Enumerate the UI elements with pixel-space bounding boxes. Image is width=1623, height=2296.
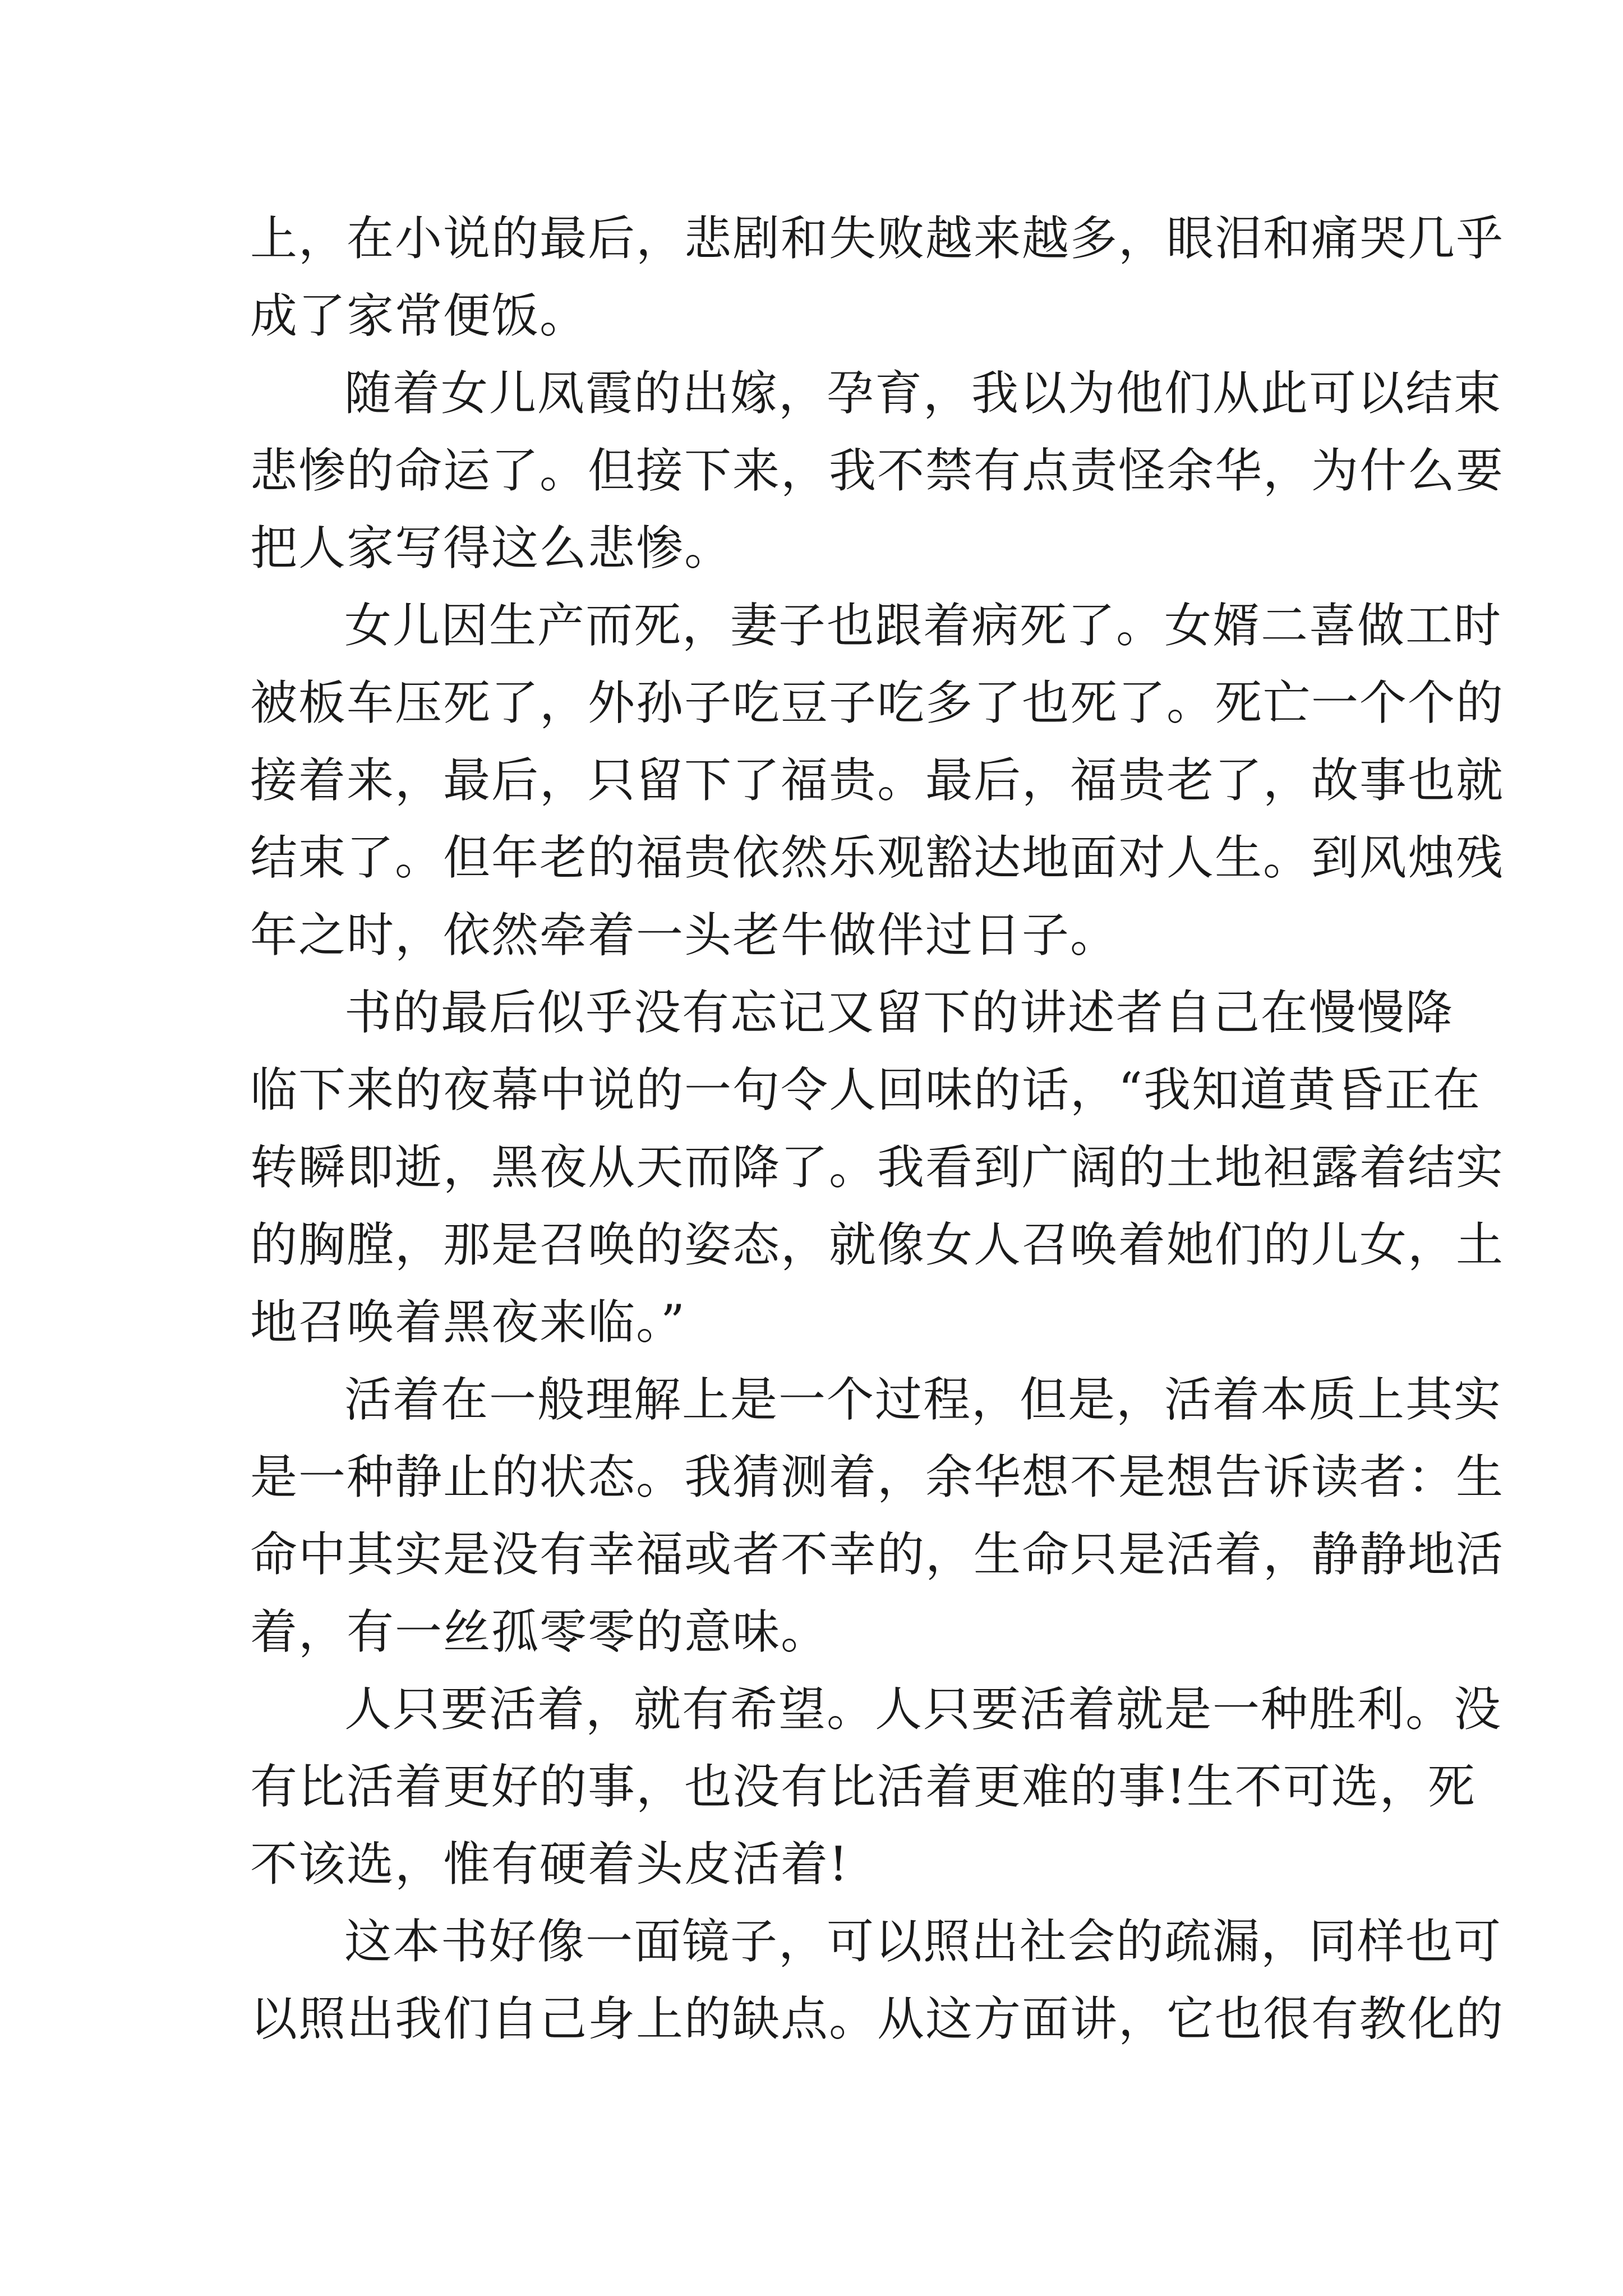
document-body: [250, 200, 1505, 2058]
paragraph-3: [250, 587, 1505, 974]
text-line: 不该选，惟有硬着头皮活着!: [250, 1837, 849, 1892]
paragraph-7: [250, 1903, 1505, 2058]
text-line: 书的最后似乎没有忘记又留下的讲述者自己在慢慢降: [344, 985, 1454, 1040]
paragraph-6: [250, 1671, 1502, 1903]
text-line: 上，在小说的最后，悲剧和失败越来越多，眼泪和痛哭几乎: [250, 211, 1505, 266]
text-line: 被板车压死了，外孙子吃豆子吃多了也死了。死亡一个个的: [250, 675, 1505, 730]
text-line: 以照出我们自己身上的缺点。从这方面讲，它也很有教化的: [250, 1991, 1505, 2046]
text-line: 着，有一丝孤零零的意味。: [250, 1604, 829, 1659]
text-line: 把人家写得这么悲惨。: [250, 521, 733, 576]
text-line: 成了家常便饭。: [250, 288, 588, 343]
text-line: 命中其实是没有幸福或者不幸的，生命只是活着，静静地活: [250, 1527, 1505, 1582]
text-line: 是一种静止的状态。我猜测着，余华想不是想告诉读者：生: [250, 1450, 1505, 1504]
text-line: 活着在一般理解上是一个过程，但是，活着本质上其实: [344, 1372, 1502, 1427]
text-line: 结束了。但年老的福贵依然乐观豁达地面对人生。到风烛残: [250, 830, 1505, 885]
text-line: 临下来的夜幕中说的一句令人回味的话，“我知道黄昏正在: [250, 1062, 1481, 1117]
text-line: 女儿因生产而死，妻子也跟着病死了。女婿二喜做工时: [344, 598, 1502, 653]
text-line: 的胸膛，那是召唤的姿态，就像女人召唤着她们的儿女，土: [250, 1217, 1505, 1272]
text-line: 悲惨的命运了。但接下来，我不禁有点责怪余华，为什么要: [250, 443, 1505, 498]
text-line: 这本书好像一面镜子，可以照出社会的疏漏，同样也可: [344, 1914, 1502, 1969]
text-line: 人只要活着，就有希望。人只要活着就是一种胜利。没: [344, 1682, 1502, 1737]
text-line: 年之时，依然牵着一头老牛做伴过日子。: [250, 908, 1119, 963]
text-line: 随着女儿凤霞的出嫁，孕育，我以为他们从此可以结束: [344, 366, 1502, 421]
paragraph-5: [250, 1361, 1505, 1671]
paragraph-2: [250, 355, 1505, 587]
text-line: 转瞬即逝，黑夜从天而降了。我看到广阔的土地袒露着结实: [250, 1140, 1505, 1195]
text-line: 有比活着更好的事，也没有比活着更难的事!生不可选，死: [250, 1759, 1476, 1814]
text-line: 地召唤着黑夜来临。”: [250, 1295, 686, 1350]
paragraph-4: [250, 974, 1505, 1361]
text-line: 接着来，最后，只留下了福贵。最后，福贵老了，故事也就: [250, 753, 1505, 808]
paragraph-1: [250, 200, 1505, 355]
